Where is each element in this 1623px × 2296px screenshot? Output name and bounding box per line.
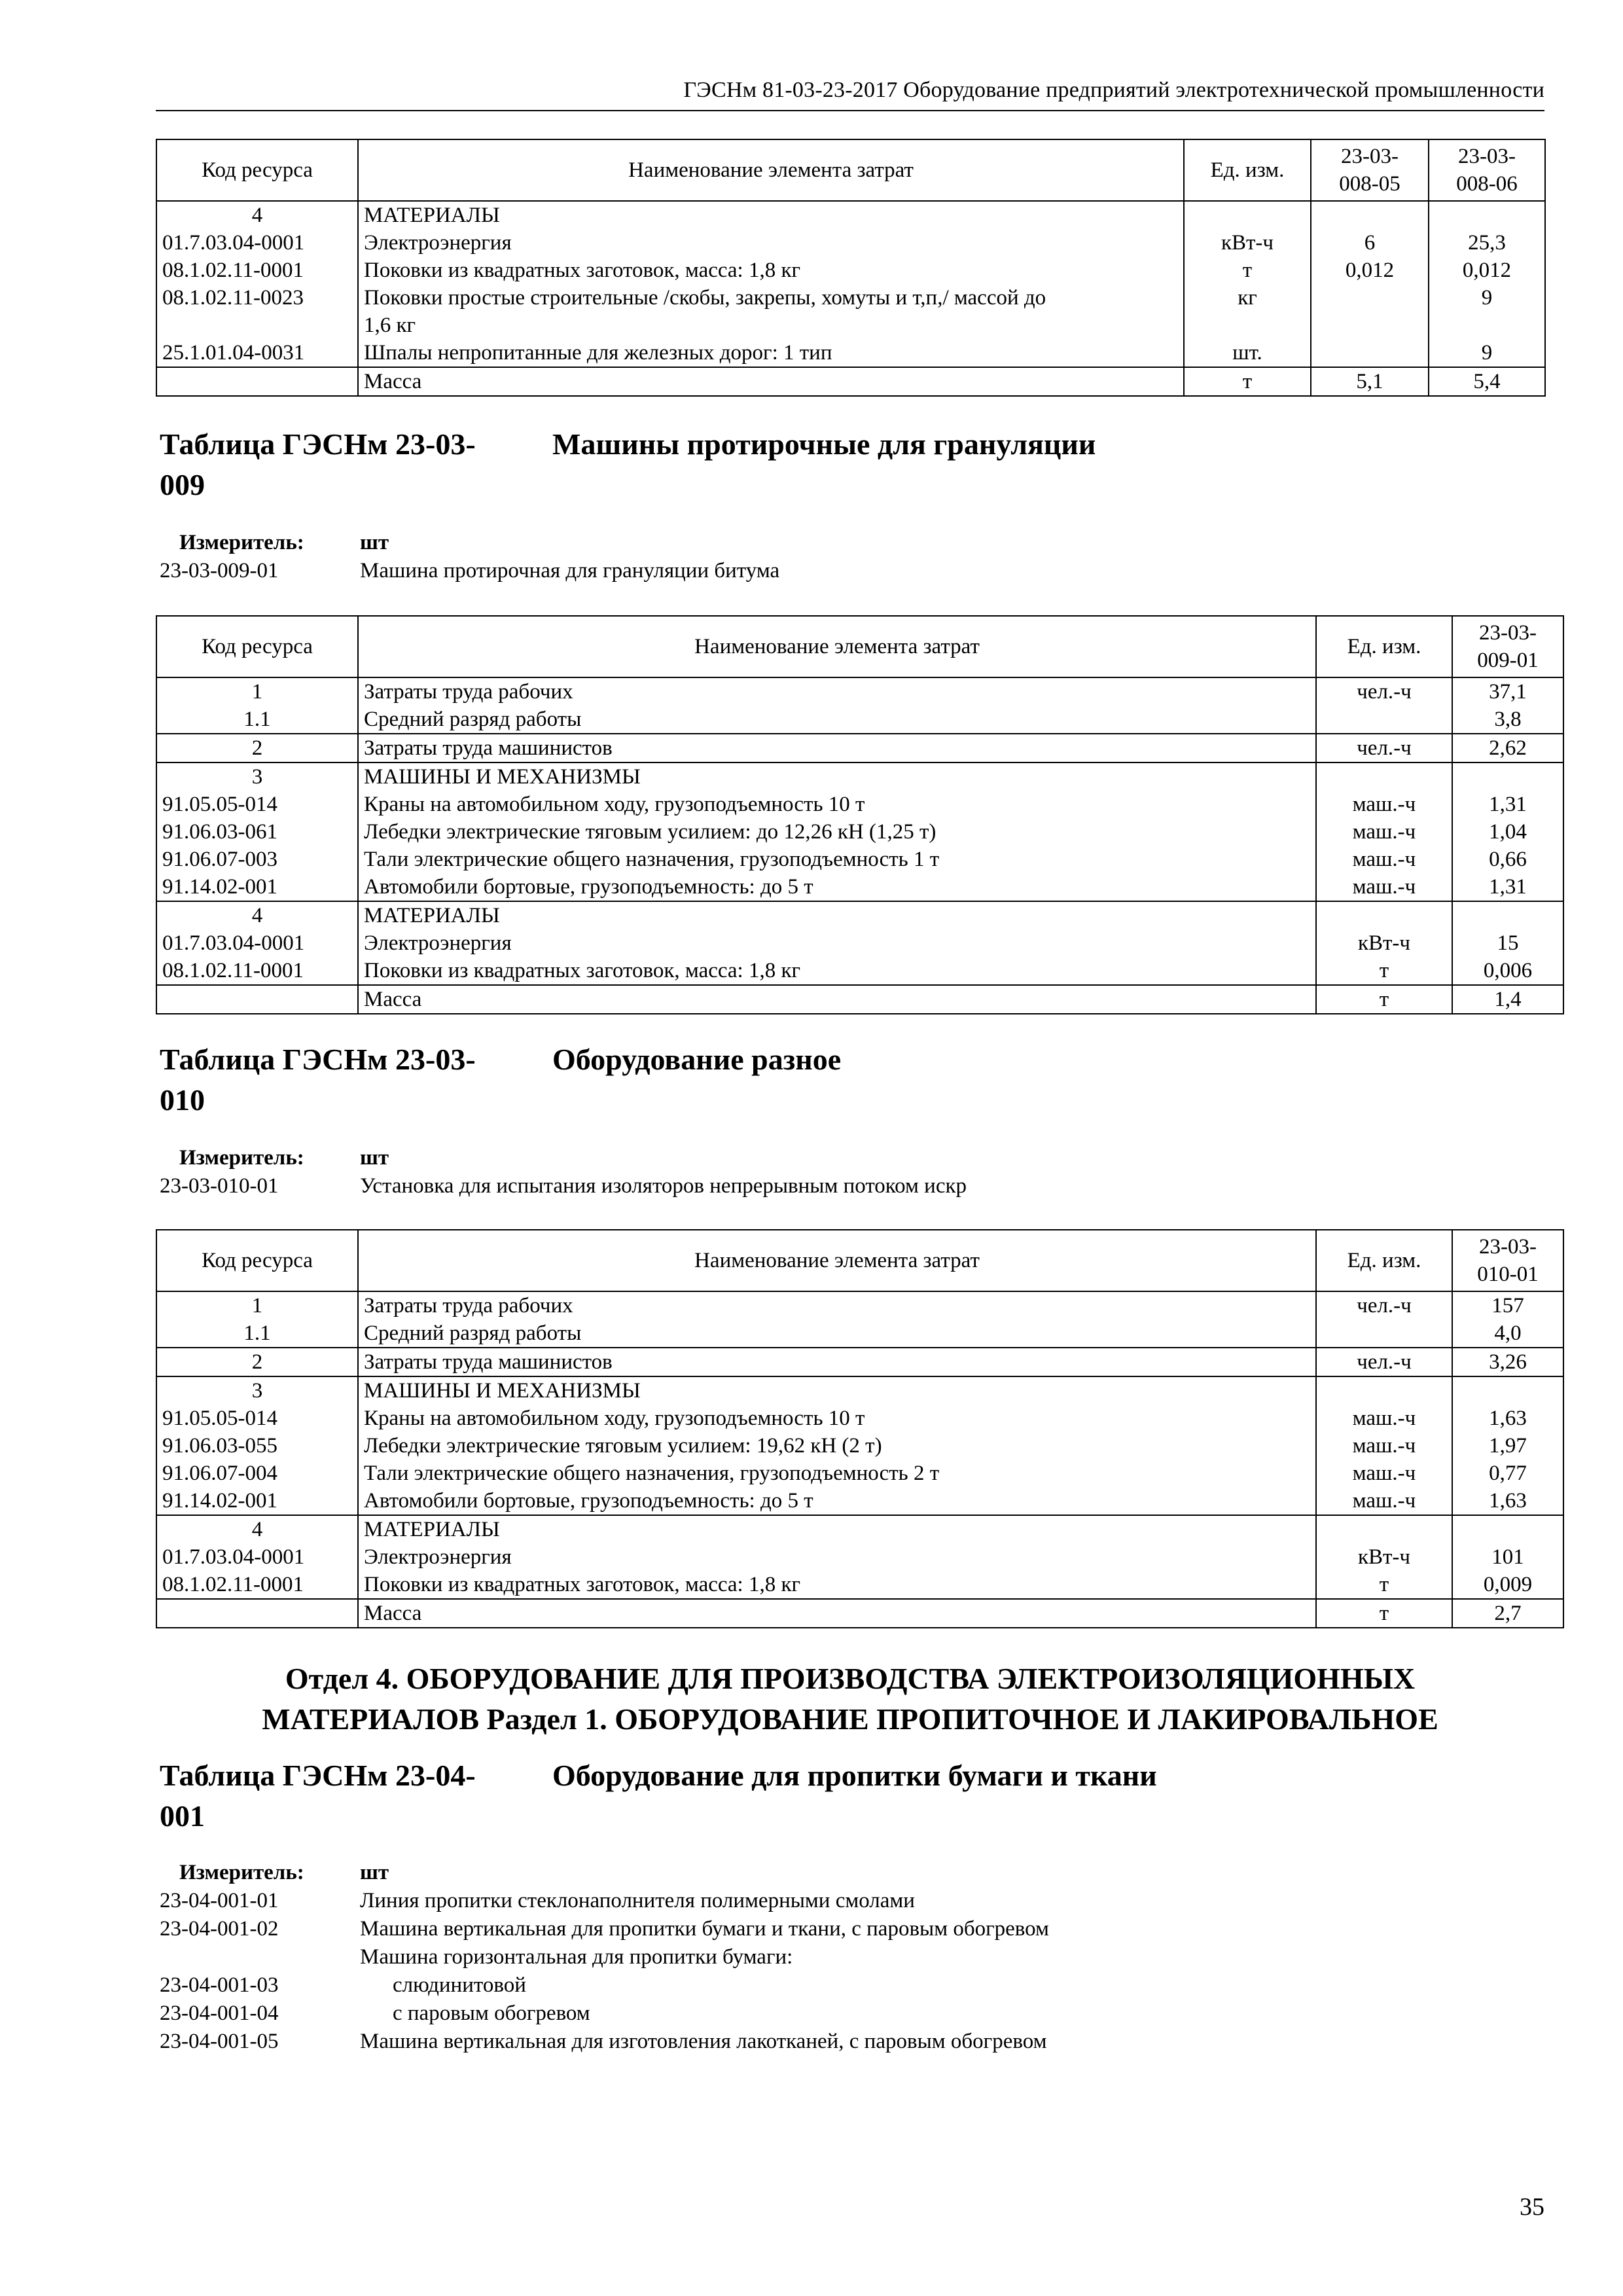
table-row bbox=[156, 229, 1545, 257]
table-row: 4 МАТЕРИАЛЫ bbox=[156, 901, 1563, 929]
cell-code: 08.1.02.11-0001 bbox=[156, 257, 358, 284]
table-title-23-03-009: Таблица ГЭСНм 23-03- 009 Машины протирочные для грануляции bbox=[160, 427, 1096, 501]
cell-code: 01.7.03.04-0001 bbox=[156, 229, 358, 257]
cell-value bbox=[1311, 284, 1429, 339]
table-row: 2 Затраты труда машинистов чел.-ч 2,62 bbox=[156, 734, 1563, 762]
col-header-unit: Ед. изм. bbox=[1184, 139, 1311, 201]
table-row: 08.1.02.11-0001 Поковки из квадратных заготовок, масса: 1,8 кг т 0,006 bbox=[156, 957, 1563, 985]
col-header-010-01: 23-03- 010-01 bbox=[1452, 1230, 1563, 1291]
cell-unit: кВт-ч bbox=[1184, 229, 1311, 257]
table-row: 4 МАТЕРИАЛЫ bbox=[156, 1515, 1563, 1543]
cell-value: 9 bbox=[1429, 284, 1545, 339]
col-header-008-06: 23-03- 008-06 bbox=[1429, 139, 1545, 201]
page-number: 35 bbox=[1520, 2193, 1544, 2221]
cell-name: Шпалы непропитанные для железных дорог: 1 тип bbox=[358, 339, 1184, 367]
col-header-code: Код ресурса bbox=[156, 1230, 358, 1291]
cell-name: Поковки из квадратных заготовок, масса: 1,8 кг bbox=[358, 257, 1184, 284]
col-header-name: Наименование элемента затрат bbox=[358, 616, 1316, 677]
table-row: 08.1.02.11-0001 Поковки из квадратных заготовок, масса: 1,8 кг т 0,009 bbox=[156, 1571, 1563, 1599]
cell-value: 9 bbox=[1429, 339, 1545, 367]
cell-name: Поковки простые строительные /скобы, закрепы, хомуты и т,п,/ массой до 1,6 кг bbox=[358, 284, 1184, 339]
table-row bbox=[156, 339, 1545, 367]
col-header-code: Код ресурса bbox=[156, 616, 358, 677]
table-header-row bbox=[156, 616, 1563, 677]
table-row: 91.14.02-001 Автомобили бортовые, грузоподъемность: до 5 т маш.-ч 1,31 bbox=[156, 873, 1563, 901]
cell-value bbox=[1311, 339, 1429, 367]
table-row-mass bbox=[156, 367, 1545, 396]
cell-unit: т bbox=[1184, 367, 1311, 396]
table-row: 91.05.05-014 Краны на автомобильном ходу, грузоподъемность 10 т маш.-ч 1,31 bbox=[156, 791, 1563, 818]
table-title-23-03-010: Таблица ГЭСНм 23-03- 010 Оборудование разное bbox=[160, 1043, 842, 1117]
cell-value: 25,3 bbox=[1429, 229, 1545, 257]
col-header-unit: Ед. изм. bbox=[1316, 616, 1452, 677]
meter-unit: шт bbox=[360, 531, 389, 554]
cell-unit: шт. bbox=[1184, 339, 1311, 367]
cell-name: МАТЕРИАЛЫ bbox=[358, 201, 1184, 229]
table-row: 01.7.03.04-0001 Электроэнергия кВт-ч 15 bbox=[156, 929, 1563, 957]
table-row-mass: Масса т 1,4 bbox=[156, 985, 1563, 1014]
table-row bbox=[156, 201, 1545, 229]
meter-unit: шт bbox=[360, 1146, 389, 1170]
table-23-03-009 bbox=[156, 615, 1564, 1014]
cell-value bbox=[1429, 201, 1545, 229]
table-title-23-04-001: Таблица ГЭСНм 23-04- 001 Оборудование для пропитки бумаги и ткани bbox=[160, 1759, 1157, 1833]
cell-name: Масса bbox=[358, 367, 1184, 396]
cell-value bbox=[1311, 201, 1429, 229]
table-23-03-010 bbox=[156, 1229, 1564, 1628]
table-row: 2 Затраты труда машинистов чел.-ч 3,26 bbox=[156, 1348, 1563, 1376]
table-row: 91.06.03-061 Лебедки электрические тяговым усилием: до 12,26 кН (1,25 т) маш.-ч 1,04 bbox=[156, 818, 1563, 846]
cell-unit bbox=[1184, 201, 1311, 229]
table-row: 01.7.03.04-0001 Электроэнергия кВт-ч 101 bbox=[156, 1543, 1563, 1571]
table-row: 1.1 Средний разряд работы 3,8 bbox=[156, 706, 1563, 734]
table-row: 1.1 Средний разряд работы 4,0 bbox=[156, 1319, 1563, 1348]
cell-value: 6 bbox=[1311, 229, 1429, 257]
table-row: 91.06.03-055 Лебедки электрические тяговым усилием: 19,62 кН (2 т) маш.-ч 1,97 bbox=[156, 1432, 1563, 1460]
cell-value: 5,4 bbox=[1429, 367, 1545, 396]
cell-value: 5,1 bbox=[1311, 367, 1429, 396]
table-row: 1 Затраты труда рабочих чел.-ч 37,1 bbox=[156, 677, 1563, 706]
section-title: Отдел 4. ОБОРУДОВАНИЕ ДЛЯ ПРОИЗВОДСТВА ЭЛЕКТРОИЗОЛЯЦИОННЫХ МАТЕРИАЛОВ Раздел 1. ОБОРУДОВАНИЕ ПРОПИТОЧНОЕ И ЛАКИРОВАЛЬНОЕ bbox=[262, 1662, 1438, 1736]
cell-unit: кг bbox=[1184, 284, 1311, 339]
cell-value: 0,012 bbox=[1311, 257, 1429, 284]
table-header-row bbox=[156, 139, 1545, 201]
meter-unit: шт bbox=[360, 1861, 389, 1884]
cell-unit: т bbox=[1184, 257, 1311, 284]
table-row: 1 Затраты труда рабочих чел.-ч 157 bbox=[156, 1291, 1563, 1319]
cell-value: 0,012 bbox=[1429, 257, 1545, 284]
table-row: 3 МАШИНЫ И МЕХАНИЗМЫ bbox=[156, 762, 1563, 791]
cell-code: 4 bbox=[156, 201, 358, 229]
cell-code bbox=[156, 367, 358, 396]
col-header-name: Наименование элемента затрат bbox=[358, 139, 1184, 201]
cell-code: 08.1.02.11-0023 bbox=[156, 284, 358, 339]
table-row: 91.06.07-004 Тали электрические общего назначения, грузоподъемность 2 т маш.-ч 0,77 bbox=[156, 1460, 1563, 1487]
col-header-unit: Ед. изм. bbox=[1316, 1230, 1452, 1291]
col-header-009-01: 23-03- 009-01 bbox=[1452, 616, 1563, 677]
table-header-row bbox=[156, 1230, 1563, 1291]
meter-label: Измеритель: bbox=[179, 1146, 304, 1170]
table-row-mass: Масса т 2,7 bbox=[156, 1599, 1563, 1628]
table-23-03-008-continued bbox=[156, 139, 1546, 397]
table-row: 91.14.02-001 Автомобили бортовые, грузоподъемность: до 5 т маш.-ч 1,63 bbox=[156, 1487, 1563, 1515]
meter-label: Измеритель: bbox=[179, 531, 304, 554]
table-row: 91.06.07-003 Тали электрические общего назначения, грузоподъемность 1 т маш.-ч 0,66 bbox=[156, 846, 1563, 873]
running-header-text: ГЭСНм 81-03-23-2017 Оборудование предприятий электротехнической промышленности bbox=[683, 78, 1544, 102]
cell-name: Электроэнергия bbox=[358, 229, 1184, 257]
table-row bbox=[156, 284, 1545, 339]
cell-code: 25.1.01.04-0031 bbox=[156, 339, 358, 367]
meter-label: Измеритель: bbox=[179, 1861, 304, 1884]
table-row: 91.05.05-014 Краны на автомобильном ходу, грузоподъемность 10 т маш.-ч 1,63 bbox=[156, 1405, 1563, 1432]
running-header bbox=[156, 73, 1544, 111]
table-row: 3 МАШИНЫ И МЕХАНИЗМЫ bbox=[156, 1376, 1563, 1405]
col-header-code: Код ресурса bbox=[156, 139, 358, 201]
table-row bbox=[156, 257, 1545, 284]
col-header-008-05: 23-03- 008-05 bbox=[1311, 139, 1429, 201]
col-header-name: Наименование элемента затрат bbox=[358, 1230, 1316, 1291]
